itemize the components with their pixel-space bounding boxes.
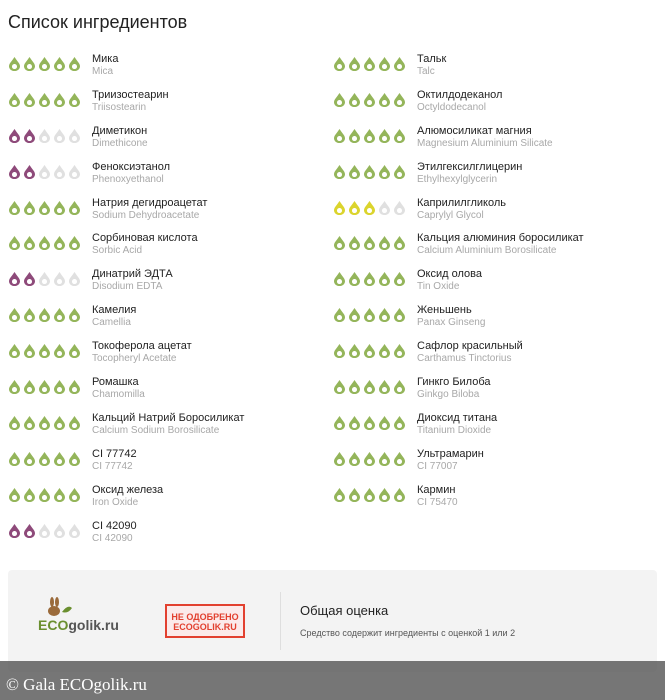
ingredient-row[interactable] (333, 266, 653, 302)
ingredient-name-ru[interactable]: CI 77742 (92, 447, 137, 460)
ingredient-row[interactable] (8, 51, 328, 87)
ingredient-names (417, 340, 523, 365)
rating-drop-filled-icon (23, 236, 36, 250)
rating-drop-filled-icon (8, 452, 21, 466)
rating-drop-filled-icon (23, 201, 36, 215)
ingredient-names (92, 520, 137, 545)
rating-drop-empty-icon (38, 129, 51, 143)
stamp-line-2: ECOGOLIK.RU (173, 622, 237, 632)
ingredient-name-en: CI 75470 (417, 496, 458, 508)
rating-drop-filled-icon (8, 416, 21, 430)
rating-drop-empty-icon (38, 165, 51, 179)
ingredient-rating (333, 201, 406, 215)
rating-drop-filled-icon (38, 93, 51, 107)
rating-drop-filled-icon (393, 488, 406, 502)
rating-drop-filled-icon (68, 93, 81, 107)
ingredient-name-en: CI 77007 (417, 460, 458, 472)
ingredient-names (92, 448, 137, 473)
ingredient-names (92, 412, 244, 437)
rating-drop-filled-icon (393, 380, 406, 394)
rating-drop-filled-icon (8, 272, 21, 286)
ingredient-name-ru[interactable]: Диоксид титана (417, 411, 498, 424)
rating-drop-filled-icon (38, 416, 51, 430)
ingredient-row[interactable] (333, 338, 653, 374)
ingredient-rating (8, 524, 81, 538)
ingredient-row[interactable] (8, 374, 328, 410)
ingredient-name-ru[interactable]: Кармин (417, 483, 456, 496)
rating-drop-filled-icon (68, 57, 81, 71)
ecogolik-logo[interactable] (38, 606, 128, 638)
rating-drop-filled-icon (23, 416, 36, 430)
ingredient-rating (333, 308, 406, 322)
rating-drop-filled-icon (8, 93, 21, 107)
rating-drop-filled-icon (333, 380, 346, 394)
rating-drop-filled-icon (378, 488, 391, 502)
rating-drop-filled-icon (23, 308, 36, 322)
ingredient-names (92, 197, 207, 222)
ingredient-name-ru[interactable]: Камелия (92, 304, 137, 317)
rating-drop-filled-icon (68, 416, 81, 430)
rating-drop-filled-icon (378, 380, 391, 394)
rating-drop-filled-icon (348, 344, 361, 358)
rating-drop-filled-icon (23, 524, 36, 538)
rating-drop-filled-icon (333, 201, 346, 215)
ingredient-names (92, 484, 163, 509)
rating-drop-filled-icon (68, 308, 81, 322)
page-title: Список ингредиентов (8, 12, 188, 32)
rating-drop-filled-icon (378, 93, 391, 107)
rating-drop-filled-icon (8, 524, 21, 538)
ingredient-rating (8, 236, 81, 250)
ingredient-names (92, 89, 169, 114)
rating-drop-filled-icon (38, 201, 51, 215)
ingredient-name-en: CI 77742 (92, 460, 133, 472)
ingredient-name-ru[interactable]: Кальций Натрий Боросиликат (92, 411, 245, 424)
overall-score-title: Общая оценка (300, 603, 389, 618)
rating-drop-filled-icon (378, 165, 391, 179)
rating-drop-filled-icon (363, 93, 376, 107)
rating-drop-filled-icon (38, 452, 51, 466)
ingredient-name-en: Tocopheryl Acetate (92, 353, 177, 365)
rating-drop-filled-icon (23, 488, 36, 502)
ingredient-row[interactable] (333, 410, 653, 446)
ingredient-row[interactable] (8, 482, 328, 518)
rating-drop-empty-icon (53, 165, 66, 179)
ingredient-rating (8, 129, 81, 143)
rating-drop-filled-icon (363, 416, 376, 430)
rating-drop-filled-icon (393, 308, 406, 322)
ingredient-name-en: Dimethicone (92, 137, 148, 149)
ingredient-name-en: Calcium Sodium Borosilicate (92, 424, 220, 436)
ingredient-rating (333, 129, 406, 143)
ingredient-name-ru[interactable]: Алюмосиликат магния (417, 124, 532, 137)
ingredient-names (92, 161, 170, 186)
rating-drop-empty-icon (38, 272, 51, 286)
ingredient-name-en: Ethylhexylglycerin (417, 173, 498, 185)
ingredient-name-ru[interactable]: Ромашка (92, 376, 139, 389)
ingredient-name-ru[interactable]: Сорбиновая кислота (92, 232, 198, 245)
rating-drop-filled-icon (53, 236, 66, 250)
rating-drop-filled-icon (53, 93, 66, 107)
ingredient-name-en: Panax Ginseng (417, 317, 486, 329)
ingredient-name-ru[interactable]: Токоферола ацетат (92, 340, 192, 353)
overall-score-panel (8, 570, 657, 672)
rating-drop-filled-icon (363, 344, 376, 358)
rating-drop-filled-icon (53, 416, 66, 430)
ingredient-row[interactable] (333, 482, 653, 518)
rabbit-icon (44, 596, 74, 618)
rating-drop-filled-icon (68, 380, 81, 394)
ingredient-name-en: Titanium Dioxide (417, 424, 492, 436)
ingredient-row[interactable] (8, 266, 328, 302)
not-approved-stamp (165, 604, 245, 638)
rating-drop-filled-icon (68, 344, 81, 358)
ingredient-names (417, 484, 458, 509)
ingredient-name-ru[interactable]: Сафлор красильный (417, 340, 523, 353)
rating-drop-filled-icon (8, 57, 21, 71)
ingredient-name-ru[interactable]: Октилдодеканол (417, 88, 503, 101)
rating-drop-filled-icon (38, 344, 51, 358)
rating-drop-filled-icon (393, 416, 406, 430)
ingredients-column-right (333, 51, 653, 518)
ingredient-rating (8, 272, 81, 286)
rating-drop-filled-icon (363, 272, 376, 286)
rating-drop-filled-icon (8, 129, 21, 143)
ingredient-row[interactable] (8, 87, 328, 123)
rating-drop-filled-icon (363, 57, 376, 71)
rating-drop-filled-icon (348, 165, 361, 179)
ingredient-row[interactable] (8, 123, 328, 159)
rating-drop-filled-icon (348, 416, 361, 430)
ingredient-row[interactable] (8, 159, 328, 195)
ingredient-names (417, 268, 482, 293)
rating-drop-filled-icon (393, 452, 406, 466)
ingredient-name-ru[interactable]: Триизостеарин (92, 88, 169, 101)
ingredient-row[interactable] (8, 338, 328, 374)
ingredient-name-en: Phenoxyethanol (92, 173, 164, 185)
ingredient-names (417, 53, 446, 78)
ingredient-rating (8, 380, 81, 394)
ingredient-rating (333, 57, 406, 71)
rating-drop-empty-icon (53, 524, 66, 538)
ingredient-rating (333, 344, 406, 358)
rating-drop-filled-icon (333, 93, 346, 107)
rating-drop-filled-icon (333, 129, 346, 143)
rating-drop-filled-icon (68, 201, 81, 215)
ingredient-name-ru[interactable]: Этилгексилглицерин (417, 160, 523, 173)
ingredient-name-ru[interactable]: CI 42090 (92, 519, 137, 532)
ingredient-name-ru[interactable]: Диметикон (92, 124, 148, 137)
rating-drop-filled-icon (378, 272, 391, 286)
rating-drop-filled-icon (378, 129, 391, 143)
ingredient-rating (8, 308, 81, 322)
ingredient-rating (333, 416, 406, 430)
rating-drop-filled-icon (348, 57, 361, 71)
rating-drop-filled-icon (23, 165, 36, 179)
rating-drop-filled-icon (53, 488, 66, 502)
ingredient-names (417, 232, 584, 257)
rating-drop-filled-icon (333, 308, 346, 322)
ingredient-rating (333, 93, 406, 107)
rating-drop-filled-icon (38, 308, 51, 322)
rating-drop-filled-icon (23, 272, 36, 286)
rating-drop-filled-icon (378, 308, 391, 322)
ingredient-row[interactable] (333, 159, 653, 195)
ingredient-name-ru[interactable]: Феноксиэтанол (92, 160, 171, 173)
rating-drop-filled-icon (68, 488, 81, 502)
rating-drop-filled-icon (68, 236, 81, 250)
rating-drop-filled-icon (348, 488, 361, 502)
ingredient-row[interactable] (333, 123, 653, 159)
ingredient-name-ru[interactable]: Оксид олова (417, 268, 482, 281)
rating-drop-filled-icon (38, 380, 51, 394)
ingredient-name-ru[interactable]: Динатрий ЭДТА (92, 268, 173, 281)
rating-drop-filled-icon (363, 129, 376, 143)
ingredient-name-ru[interactable]: Оксид железа (92, 483, 164, 496)
ingredient-name-ru[interactable]: Женьшень (417, 304, 472, 317)
rating-drop-filled-icon (8, 380, 21, 394)
rating-drop-filled-icon (333, 165, 346, 179)
rating-drop-filled-icon (8, 201, 21, 215)
rating-drop-empty-icon (378, 201, 391, 215)
rating-drop-filled-icon (23, 380, 36, 394)
ingredient-row[interactable] (333, 195, 653, 231)
rating-drop-filled-icon (8, 308, 21, 322)
ingredient-name-en: Iron Oxide (92, 496, 139, 508)
stamp-line-1: НЕ ОДОБРЕНО (171, 612, 239, 622)
rating-drop-filled-icon (378, 452, 391, 466)
ingredient-name-en: Calcium Aluminium Borosilicate (417, 245, 557, 257)
rating-drop-filled-icon (363, 452, 376, 466)
ingredient-names (417, 89, 502, 114)
rating-drop-filled-icon (348, 236, 361, 250)
rating-drop-filled-icon (393, 272, 406, 286)
ingredient-name-en: Sorbic Acid (92, 245, 143, 257)
ingredient-row[interactable] (8, 518, 328, 554)
ingredient-name-ru[interactable]: Натрия дегидроацетат (92, 196, 208, 209)
rating-drop-filled-icon (53, 344, 66, 358)
rating-drop-filled-icon (53, 201, 66, 215)
ingredient-rating (8, 201, 81, 215)
ingredient-name-en: CI 42090 (92, 532, 133, 544)
ingredient-rating (8, 165, 81, 179)
rating-drop-filled-icon (363, 380, 376, 394)
ingredient-name-en: Magnesium Aluminium Silicate (417, 137, 553, 149)
rating-drop-filled-icon (348, 93, 361, 107)
rating-drop-filled-icon (333, 57, 346, 71)
rating-drop-filled-icon (363, 236, 376, 250)
ingredient-rating (8, 344, 81, 358)
ingredient-row[interactable] (8, 230, 328, 266)
ingredient-name-ru[interactable]: Ультрамарин (417, 447, 484, 460)
rating-drop-filled-icon (38, 236, 51, 250)
ingredient-row[interactable] (333, 302, 653, 338)
rating-drop-filled-icon (23, 452, 36, 466)
ingredient-names (92, 232, 198, 257)
ingredient-rating (333, 488, 406, 502)
ingredient-name-en: Triisostearin (92, 101, 147, 113)
rating-drop-empty-icon (393, 201, 406, 215)
ingredient-row[interactable] (333, 51, 653, 87)
rating-drop-filled-icon (53, 308, 66, 322)
ingredient-names (92, 376, 145, 401)
rating-drop-filled-icon (378, 344, 391, 358)
ingredient-row[interactable] (333, 230, 653, 266)
ingredient-rating (8, 93, 81, 107)
rating-drop-empty-icon (38, 524, 51, 538)
rating-drop-filled-icon (8, 344, 21, 358)
rating-drop-empty-icon (53, 129, 66, 143)
rating-drop-filled-icon (378, 236, 391, 250)
ingredient-rating (333, 165, 406, 179)
ingredient-row[interactable] (8, 410, 328, 446)
ingredient-rating (333, 380, 406, 394)
ingredient-row[interactable] (8, 195, 328, 231)
rating-drop-filled-icon (23, 129, 36, 143)
rating-drop-empty-icon (68, 524, 81, 538)
rating-drop-filled-icon (333, 452, 346, 466)
rating-drop-filled-icon (393, 93, 406, 107)
watermark-text: © Gala ECOgolik.ru (6, 675, 147, 694)
ingredient-rating (333, 236, 406, 250)
ingredient-name-ru[interactable]: Гинкго Билоба (417, 376, 491, 389)
ingredient-row[interactable] (333, 446, 653, 482)
rating-drop-filled-icon (348, 308, 361, 322)
ingredient-name-en: Mica (92, 66, 114, 77)
ingredient-names (92, 268, 173, 293)
rating-drop-filled-icon (363, 201, 376, 215)
ingredient-names (417, 412, 497, 437)
rating-drop-filled-icon (333, 416, 346, 430)
ingredient-name-en: Chamomilla (92, 389, 145, 401)
rating-drop-filled-icon (53, 452, 66, 466)
ingredient-name-en: Camellia (92, 317, 131, 329)
ingredient-names (417, 197, 506, 222)
ingredient-rating (8, 488, 81, 502)
ingredient-names (417, 448, 484, 473)
rating-drop-filled-icon (333, 344, 346, 358)
rating-drop-filled-icon (38, 57, 51, 71)
ingredient-row[interactable] (333, 87, 653, 123)
rating-drop-filled-icon (363, 165, 376, 179)
rating-drop-filled-icon (8, 488, 21, 502)
rating-drop-filled-icon (378, 57, 391, 71)
rating-drop-filled-icon (363, 308, 376, 322)
ingredient-names (417, 376, 491, 401)
rating-drop-filled-icon (393, 344, 406, 358)
rating-drop-filled-icon (333, 236, 346, 250)
ingredient-rating (333, 452, 406, 466)
ingredient-rating (8, 57, 81, 71)
ingredient-name-en: Ginkgo Biloba (417, 389, 480, 401)
ingredient-name-ru[interactable]: Мика (92, 53, 119, 65)
ingredient-names (417, 304, 485, 329)
rating-drop-filled-icon (68, 452, 81, 466)
ingredient-rating (8, 452, 81, 466)
ingredient-name-ru[interactable]: Тальк (417, 53, 447, 65)
rating-drop-filled-icon (393, 129, 406, 143)
rating-drop-filled-icon (53, 57, 66, 71)
rating-drop-filled-icon (363, 488, 376, 502)
rating-drop-filled-icon (348, 201, 361, 215)
rating-drop-filled-icon (378, 416, 391, 430)
rating-drop-empty-icon (68, 272, 81, 286)
ingredient-name-en: Tin Oxide (417, 281, 460, 293)
ingredient-name-en: Talc (417, 66, 435, 77)
ingredient-names (92, 53, 118, 78)
ingredient-row[interactable] (8, 446, 328, 482)
ingredient-name-en: Carthamus Tinctorius (417, 353, 512, 365)
rating-drop-empty-icon (53, 272, 66, 286)
overall-score-description: Средство содержит ингредиенты с оценкой 1 или 2 (300, 628, 516, 638)
rating-drop-filled-icon (23, 344, 36, 358)
ingredient-names (92, 304, 136, 329)
rating-drop-filled-icon (8, 165, 21, 179)
rating-drop-empty-icon (68, 165, 81, 179)
ingredient-row[interactable] (8, 302, 328, 338)
rating-drop-filled-icon (393, 57, 406, 71)
rating-drop-filled-icon (348, 452, 361, 466)
rating-drop-filled-icon (393, 165, 406, 179)
ingredients-column-left (8, 51, 328, 553)
ingredient-name-en: Octyldodecanol (417, 101, 486, 113)
rating-drop-filled-icon (333, 488, 346, 502)
rating-drop-filled-icon (348, 272, 361, 286)
rating-drop-filled-icon (53, 380, 66, 394)
logo-text: ECOgolik.ru (38, 617, 119, 633)
rating-drop-filled-icon (348, 129, 361, 143)
ingredient-names (417, 125, 553, 150)
rating-drop-empty-icon (68, 129, 81, 143)
ingredient-name-en: Disodium EDTA (92, 281, 163, 293)
rating-drop-filled-icon (393, 236, 406, 250)
ingredient-rating (8, 416, 81, 430)
ingredient-name-en: Caprylyl Glycol (417, 209, 484, 221)
rating-drop-filled-icon (348, 380, 361, 394)
rating-drop-filled-icon (23, 93, 36, 107)
ingredient-rating (333, 272, 406, 286)
ingredient-name-en: Sodium Dehydroacetate (92, 209, 200, 221)
rating-drop-filled-icon (23, 57, 36, 71)
ingredient-names (92, 125, 148, 150)
ingredient-names (92, 340, 192, 365)
ingredient-name-ru[interactable]: Каприлилгликоль (417, 196, 507, 209)
ingredient-name-ru[interactable]: Кальция алюминия боросиликат (417, 232, 584, 245)
rating-drop-filled-icon (38, 488, 51, 502)
ingredient-row[interactable] (333, 374, 653, 410)
rating-drop-filled-icon (8, 236, 21, 250)
rating-drop-filled-icon (333, 272, 346, 286)
ingredient-names (417, 161, 522, 186)
panel-divider (280, 592, 281, 650)
